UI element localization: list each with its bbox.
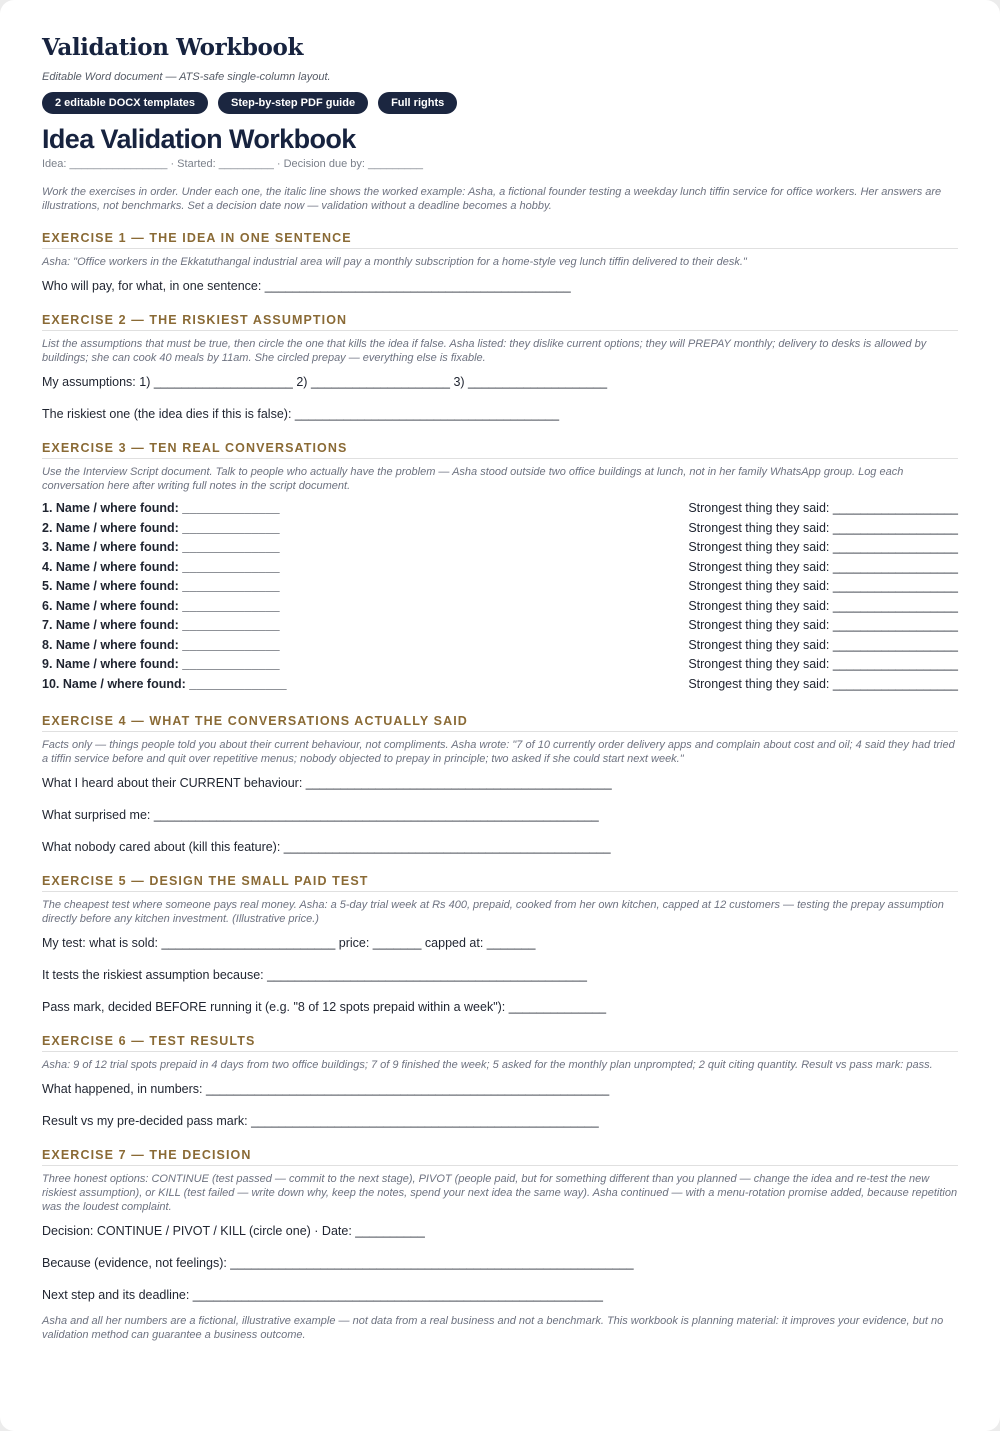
conversation-name-field: 10. Name / where found: ______________ <box>42 676 287 691</box>
conversation-quote-field: Strongest thing they said: __________________ <box>688 520 958 535</box>
conversation-name-field: 2. Name / where found: ______________ <box>42 520 280 535</box>
exercise-7-field-next-step: Next step and its deadline: ___________________________________________________________ <box>42 1288 603 1302</box>
exercise-6-field-numbers: What happened, in numbers: __________________________________________________________ <box>42 1082 610 1096</box>
exercise-7-heading: EXERCISE 7 — THE DECISION <box>42 1148 958 1166</box>
exercise-4-heading: EXERCISE 4 — WHAT THE CONVERSATIONS ACTUALLY SAID <box>42 714 958 732</box>
intro-paragraph: Work the exercises in order. Under each one, the italic line shows the worked example: Asha, a fictional founder testing a weekday lunch tiffin service for office workers. Her answers are illustrations, not benchmarks. Set a decision date now — validation without a deadline becomes a hobby. <box>42 186 942 212</box>
conversation-name-field: 4. Name / where found: ______________ <box>42 559 280 574</box>
conversation-quote-field: Strongest thing they said: __________________ <box>688 657 958 671</box>
exercise-5-heading: EXERCISE 5 — DESIGN THE SMALL PAID TEST <box>42 874 958 892</box>
conversation-row <box>42 538 958 558</box>
conversation-row <box>42 499 958 519</box>
conversation-quote-field: Strongest thing they said: __________________ <box>688 618 958 632</box>
exercise-4-note: Facts only — things people told you about their current behaviour, not compliments. Asha wrote: "7 of 10 currently order delivery apps and complain about cost and oil; 4 said they had tried a tiffin service before and quit over repetitive menus; nobody objected to prepay in principle; two asked if she could start next week." <box>42 739 955 765</box>
exercise-3-note: Use the Interview Script document. Talk to people who actually have the problem — Asha stood outside two office buildings at lunch, not in her family WhatsApp group. Log each conversation here after writing full notes in the script document. <box>42 466 904 492</box>
exercise-1 <box>42 231 958 293</box>
conversation-row <box>42 558 958 578</box>
conversation-row <box>42 655 958 675</box>
exercise-7-note: Three honest options: CONTINUE (test passed — commit to the next stage), PIVOT (people paid, but for something different than you planned — change the idea and re-test the new riskiest assumption), or KILL (test failed — write down why, keep the notes, spend your next idea the same way). Asha continued — with a menu-rotation promise added, because repetition was the loudest complaint. <box>42 1173 958 1213</box>
exercise-2-note: List the assumptions that must be true, then circle the one that kills the idea if false. Asha listed: they dislike current options; they will PREPAY monthly; delivery to desks is allowed by buildings; she can cook 40 meals by 11am. She circled prepay — everything else is fixable. <box>42 338 927 364</box>
brand-subtitle: Editable Word document — ATS-safe single-column layout. <box>42 71 331 83</box>
exercise-5-field-because: It tests the riskiest assumption because: ______________________________________________ <box>42 968 587 982</box>
exercise-7 <box>42 1148 958 1302</box>
exercise-5-note: The cheapest test where someone pays real money. Asha: a 5-day trial week at Rs 400, prepaid, cooked from her own kitchen, capped at 12 customers — testing the prepay assumption directly before any kitchen investment. (Illustrative price.) <box>42 899 944 925</box>
conversation-row <box>42 616 958 636</box>
conversation-log <box>42 499 958 694</box>
conversation-row <box>42 636 958 656</box>
conversation-quote-field: Strongest thing they said: __________________ <box>688 559 958 574</box>
conversation-quote-field: Strongest thing they said: __________________ <box>688 598 958 613</box>
exercise-3 <box>42 441 958 694</box>
conversation-row <box>42 675 958 695</box>
exercise-1-note: Asha: "Office workers in the Ekkatuthangal industrial area will pay a monthly subscription for a home-style veg lunch tiffin delivered to their desk." <box>42 256 747 268</box>
exercise-1-heading: EXERCISE 1 — THE IDEA IN ONE SENTENCE <box>42 231 958 249</box>
exercise-1-field: Who will pay, for what, in one sentence: ____________________________________________ <box>42 279 571 293</box>
exercise-4 <box>42 714 958 854</box>
conversation-quote-field: Strongest thing they said: __________________ <box>688 540 958 554</box>
exercise-2-field-assumptions: My assumptions: 1) ____________________ 2) ____________________ 3) ____________________ <box>42 375 608 389</box>
exercise-5-field-test: My test: what is sold: _________________________ price: _______ capped at: _______ <box>42 936 536 950</box>
conversation-name-field: 3. Name / where found: ______________ <box>42 540 280 554</box>
brand-title: Validation Workbook <box>42 34 303 61</box>
conversation-row <box>42 577 958 597</box>
document-meta-fields: Idea: ________________ · Started: _________ · Decision due by: _________ <box>42 158 424 170</box>
exercise-4-field-nobody-cared: What nobody cared about (kill this feature): _______________________________________________ <box>42 840 611 854</box>
conversation-name-field: 7. Name / where found: ______________ <box>42 618 280 632</box>
conversation-name-field: 5. Name / where found: ______________ <box>42 579 280 593</box>
exercise-6-field-result: Result vs my pre-decided pass mark: __________________________________________________ <box>42 1114 599 1128</box>
conversation-row <box>42 597 958 617</box>
exercise-6 <box>42 1034 958 1128</box>
conversation-quote-field: Strongest thing they said: __________________ <box>688 676 958 691</box>
exercise-2 <box>42 313 958 421</box>
exercise-2-heading: EXERCISE 2 — THE RISKIEST ASSUMPTION <box>42 313 958 331</box>
exercise-4-field-current-behaviour: What I heard about their CURRENT behaviour: ____________________________________________ <box>42 776 612 790</box>
pill-docx-templates: 2 editable DOCX templates <box>42 92 208 114</box>
exercise-6-note: Asha: 9 of 12 trial spots prepaid in 4 days from two office buildings; 7 of 9 finished the week; 5 asked for the monthly plan unprompted; 2 quit citing quantity. Result vs pass mark: pass. <box>42 1059 933 1071</box>
exercise-5 <box>42 874 958 1014</box>
pill-pdf-guide: Step-by-step PDF guide <box>218 92 368 114</box>
exercise-7-field-because: Because (evidence, not feelings): __________________________________________________________ <box>42 1256 634 1270</box>
feature-pills <box>42 92 958 114</box>
exercise-7-field-decision: Decision: CONTINUE / PIVOT / KILL (circle one) · Date: __________ <box>42 1224 425 1238</box>
exercise-6-heading: EXERCISE 6 — TEST RESULTS <box>42 1034 958 1052</box>
conversation-name-field: 9. Name / where found: ______________ <box>42 657 280 671</box>
pill-full-rights: Full rights <box>378 92 457 114</box>
conversation-quote-field: Strongest thing they said: __________________ <box>688 579 958 593</box>
conversation-name-field: 1. Name / where found: ______________ <box>42 501 280 515</box>
document-title: Idea Validation Workbook <box>42 124 356 154</box>
exercise-4-field-surprised: What surprised me: ________________________________________________________________ <box>42 808 599 822</box>
conversation-name-field: 8. Name / where found: ______________ <box>42 637 280 652</box>
conversation-name-field: 6. Name / where found: ______________ <box>42 598 280 613</box>
conversation-quote-field: Strongest thing they said: __________________ <box>688 501 958 515</box>
disclaimer-footer: Asha and all her numbers are a fictional, illustrative example — not data from a real business and not a benchmark. This workbook is planning material: it improves your evidence, but no validation method can guarantee a business outcome. <box>42 1315 944 1341</box>
conversation-quote-field: Strongest thing they said: __________________ <box>688 637 958 652</box>
exercise-2-field-riskiest: The riskiest one (the idea dies if this is false): ______________________________________ <box>42 407 560 421</box>
exercise-5-field-pass-mark: Pass mark, decided BEFORE running it (e.g. "8 of 12 spots prepaid within a week"): ______________ <box>42 1000 607 1014</box>
conversation-row <box>42 519 958 539</box>
exercise-3-heading: EXERCISE 3 — TEN REAL CONVERSATIONS <box>42 441 958 459</box>
